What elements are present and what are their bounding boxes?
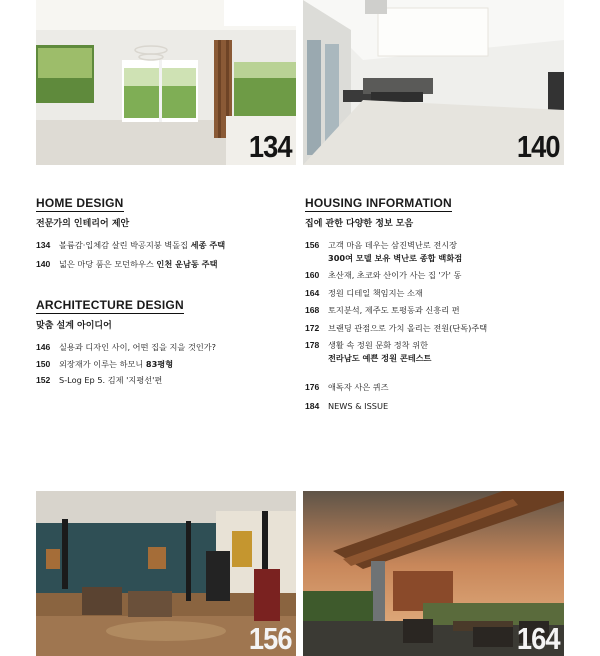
toc-item-160[interactable]: 160 초산재, 초코와 산이가 사는 집 '가' 동 [305, 270, 462, 280]
toc-item-184[interactable]: 184 NEWS & ISSUE [305, 400, 389, 411]
toc-item-146[interactable]: 146 실용과 디자인 사이, 어떤 집을 지을 것인가? [36, 342, 217, 352]
photo-interior-140 [303, 0, 564, 165]
page-number-156: 156 [249, 621, 292, 656]
toc-item-156[interactable]: 156 고객 마음 데우는 삼진벽난로 전시장 300여 모델 보유 벽난로 종합 백화점 [305, 240, 463, 263]
toc-item-168[interactable]: 168 토지분석, 제주도 토평동과 신흥리 편 [305, 305, 460, 315]
toc-item-176[interactable]: 176 애독자 사은 퀴즈 [305, 382, 389, 392]
home-design-section [36, 192, 304, 270]
toc-item-164[interactable]: 164 정원 디테일 책임지는 소재 [305, 287, 423, 298]
housing-information-section [305, 192, 567, 412]
photo-showroom-156 [36, 491, 296, 656]
page-number-134: 134 [249, 129, 292, 164]
toc-item-172[interactable]: 172 브랜딩 관점으로 가치 올리는 전원(단독)주택 [305, 322, 488, 333]
section-title-architecture-design: ARCHITECTURE DESIGN [36, 298, 184, 312]
section-subtitle-architecture-design: 맞춤 설계 아이디어 [36, 321, 112, 331]
left-column [36, 192, 304, 387]
photo-interior-134 [36, 0, 296, 165]
toc-item-152[interactable]: 152 S-Log Ep 5. 김제 '지평선'편 [36, 375, 163, 385]
toc-item-134[interactable]: 134 볼륨감·입체감 살린 박공지붕 벽돌집 세종 주택 [36, 240, 226, 250]
section-title-housing-information: HOUSING INFORMATION [305, 196, 452, 210]
section-subtitle-housing-information: 집에 관한 다양한 정보 모음 [305, 219, 414, 229]
page-number-140: 140 [517, 129, 560, 164]
toc-item-178[interactable]: 178 생활 속 정원 문화 정착 위한 전라남도 예쁜 정원 콘테스트 [305, 340, 432, 363]
section-subtitle-home-design: 전문가의 인테리어 제안 [36, 219, 130, 229]
photo-garden-164 [303, 491, 564, 656]
right-column [305, 192, 567, 412]
toc-item-140[interactable]: 140 넓은 마당 품은 모던하우스 인천 운남동 주택 [36, 258, 218, 269]
toc-item-150[interactable]: 150 외장재가 이루는 하모니 83평형 [36, 358, 174, 369]
section-title-home-design: HOME DESIGN [36, 196, 124, 210]
architecture-design-section [36, 294, 304, 387]
page-number-164: 164 [517, 621, 560, 656]
